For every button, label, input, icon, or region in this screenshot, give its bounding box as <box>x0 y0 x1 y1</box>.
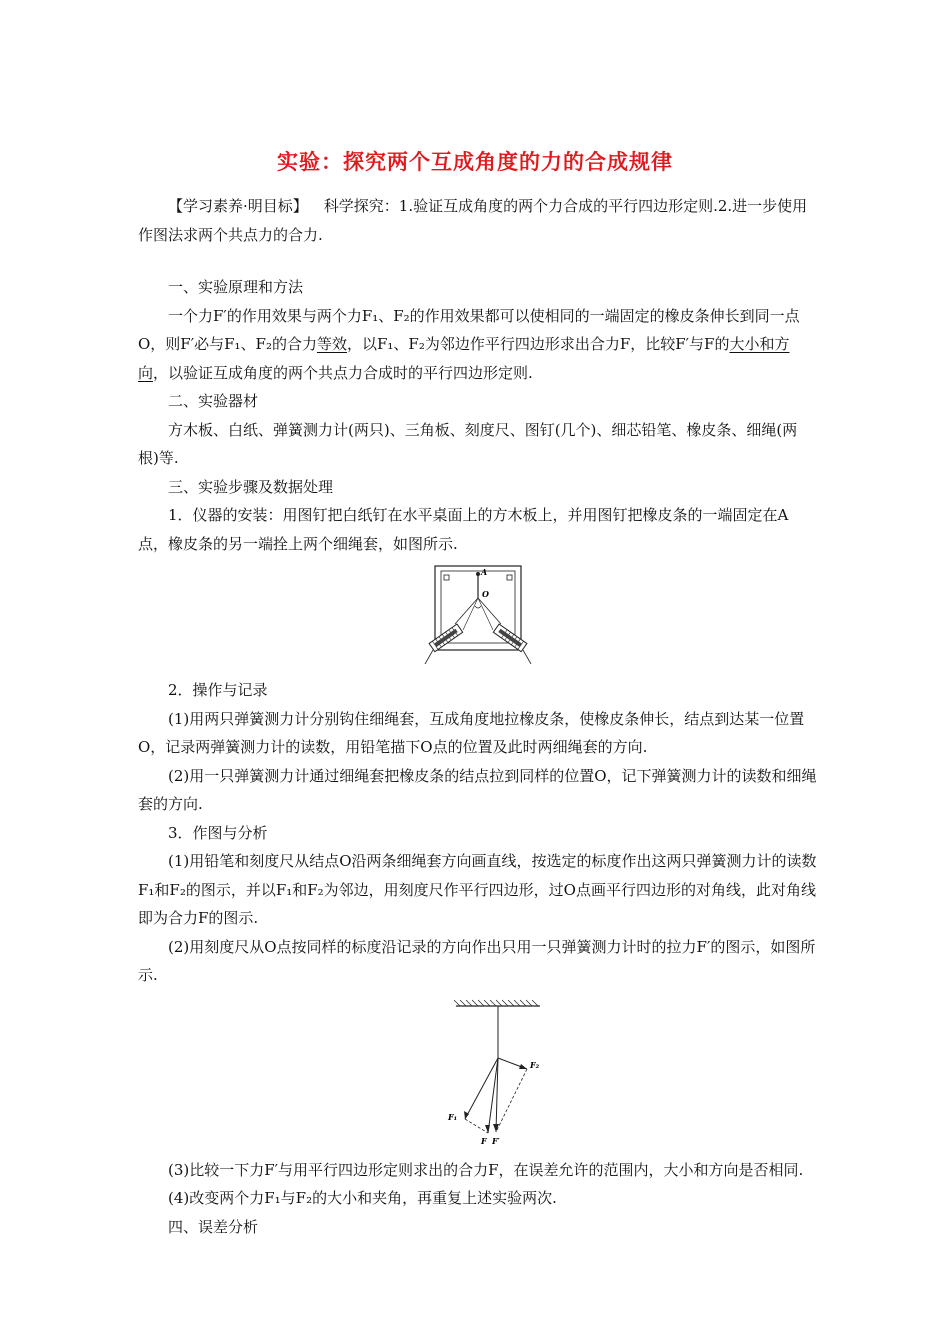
section1-paragraph: 一个力F′的作用效果与两个力F₁、F₂的作用效果都可以使相同的一端固定的橡皮条伸长到同一点O，则F′必与F₁、F₂的合力等效，以F₁、F₂为邻边作平行四边形求出合力F，比较F′与F的大小和方向，以验证互成角度的两个共点力合成时的平行四边形定则. <box>138 306 800 382</box>
objectives-text: 科学探究：1.验证互成角度的两个力合成的平行四边形定则.2.进一步使用作图法求两个共点力的合力. <box>138 197 808 244</box>
label-F1: F₁ <box>448 1111 458 1122</box>
left-spring-scale <box>429 624 463 652</box>
step2-heading: 2．操作与记录 <box>168 681 268 699</box>
step3-3-paragraph: (3)比较一下力F′与用平行四边形定则求出的合力F，在误差允许的范围内，大小和方向是否相同. <box>168 1160 804 1179</box>
step3-4-paragraph: (4)改变两个力F₁与F₂的大小和夹角，再重复上述实验两次. <box>168 1189 557 1207</box>
right-spring-scale <box>493 624 527 652</box>
document-body <box>138 192 818 1241</box>
section4-heading: 四、误差分析 <box>168 1217 259 1236</box>
step3-heading: 3．作图与分析 <box>168 823 268 842</box>
learning-objectives <box>138 192 818 249</box>
label-F-prime: F′ <box>492 1135 500 1146</box>
step1-paragraph: 1．仪器的安装：用图钉把白纸钉在水平桌面上的方木板上，并用图钉把橡皮条的一端固定在A点，橡皮条的另一端拴上两个细绳套，如图所示. <box>138 506 789 553</box>
objectives-tag: 【学习素养·明目标】 <box>168 197 308 215</box>
step3-1-paragraph: (1)用铅笔和刻度尺从结点O沿两条细绳套方向画直线，按选定的标度作出这两只弹簧测力计的读数F₁和F₂的图示，并以F₁和F₂为邻边，用刻度尺作平行四边形，过O点画平行四边形的对角线，此对角线即为合力F的图示. <box>138 852 817 927</box>
force-diagram-figure <box>138 998 818 1152</box>
section2-heading: 二、实验器材 <box>168 392 259 410</box>
section2-paragraph: 方木板、白纸、弹簧测力计(两只)、三角板、刻度尺、图钉(几个)、细芯铅笔、橡皮条、细绳(两根)等. <box>138 420 798 467</box>
step3-2-paragraph: (2)用刻度尺从O点按同样的标度沿记录的方向作出只用一只弹簧测力计时的拉力F′的图示，如图所示. <box>138 937 816 984</box>
label-F2: F₂ <box>530 1059 540 1070</box>
step2-1-paragraph: (1)用两只弹簧测力计分别钩住细绳套，互成角度地拉橡皮条，使橡皮条伸长，结点到达某一位置O，记录两弹簧测力计的读数，用铅笔描下O点的位置及此时两细绳套的方向. <box>138 709 805 756</box>
apparatus-diagram <box>423 564 533 668</box>
underline-equivalent: 等效 <box>316 335 347 353</box>
section3-heading: 三、实验步骤及数据处理 <box>168 477 334 496</box>
label-A: A <box>481 567 488 577</box>
label-O: O <box>482 589 489 599</box>
page-title: 实验：探究两个互成角度的力的合成规律 <box>277 149 673 174</box>
force-parallelogram-diagram <box>428 998 558 1148</box>
label-F: F <box>481 1135 487 1146</box>
step2-2-paragraph: (2)用一只弹簧测力计通过细绳套把橡皮条的结点拉到同样的位置O，记下弹簧测力计的读数和细绳套的方向. <box>138 766 817 813</box>
section1-heading: 一、实验原理和方法 <box>168 278 304 296</box>
apparatus-figure <box>138 564 818 672</box>
underline-magnitude-direction: 大小和方向 <box>138 335 790 382</box>
